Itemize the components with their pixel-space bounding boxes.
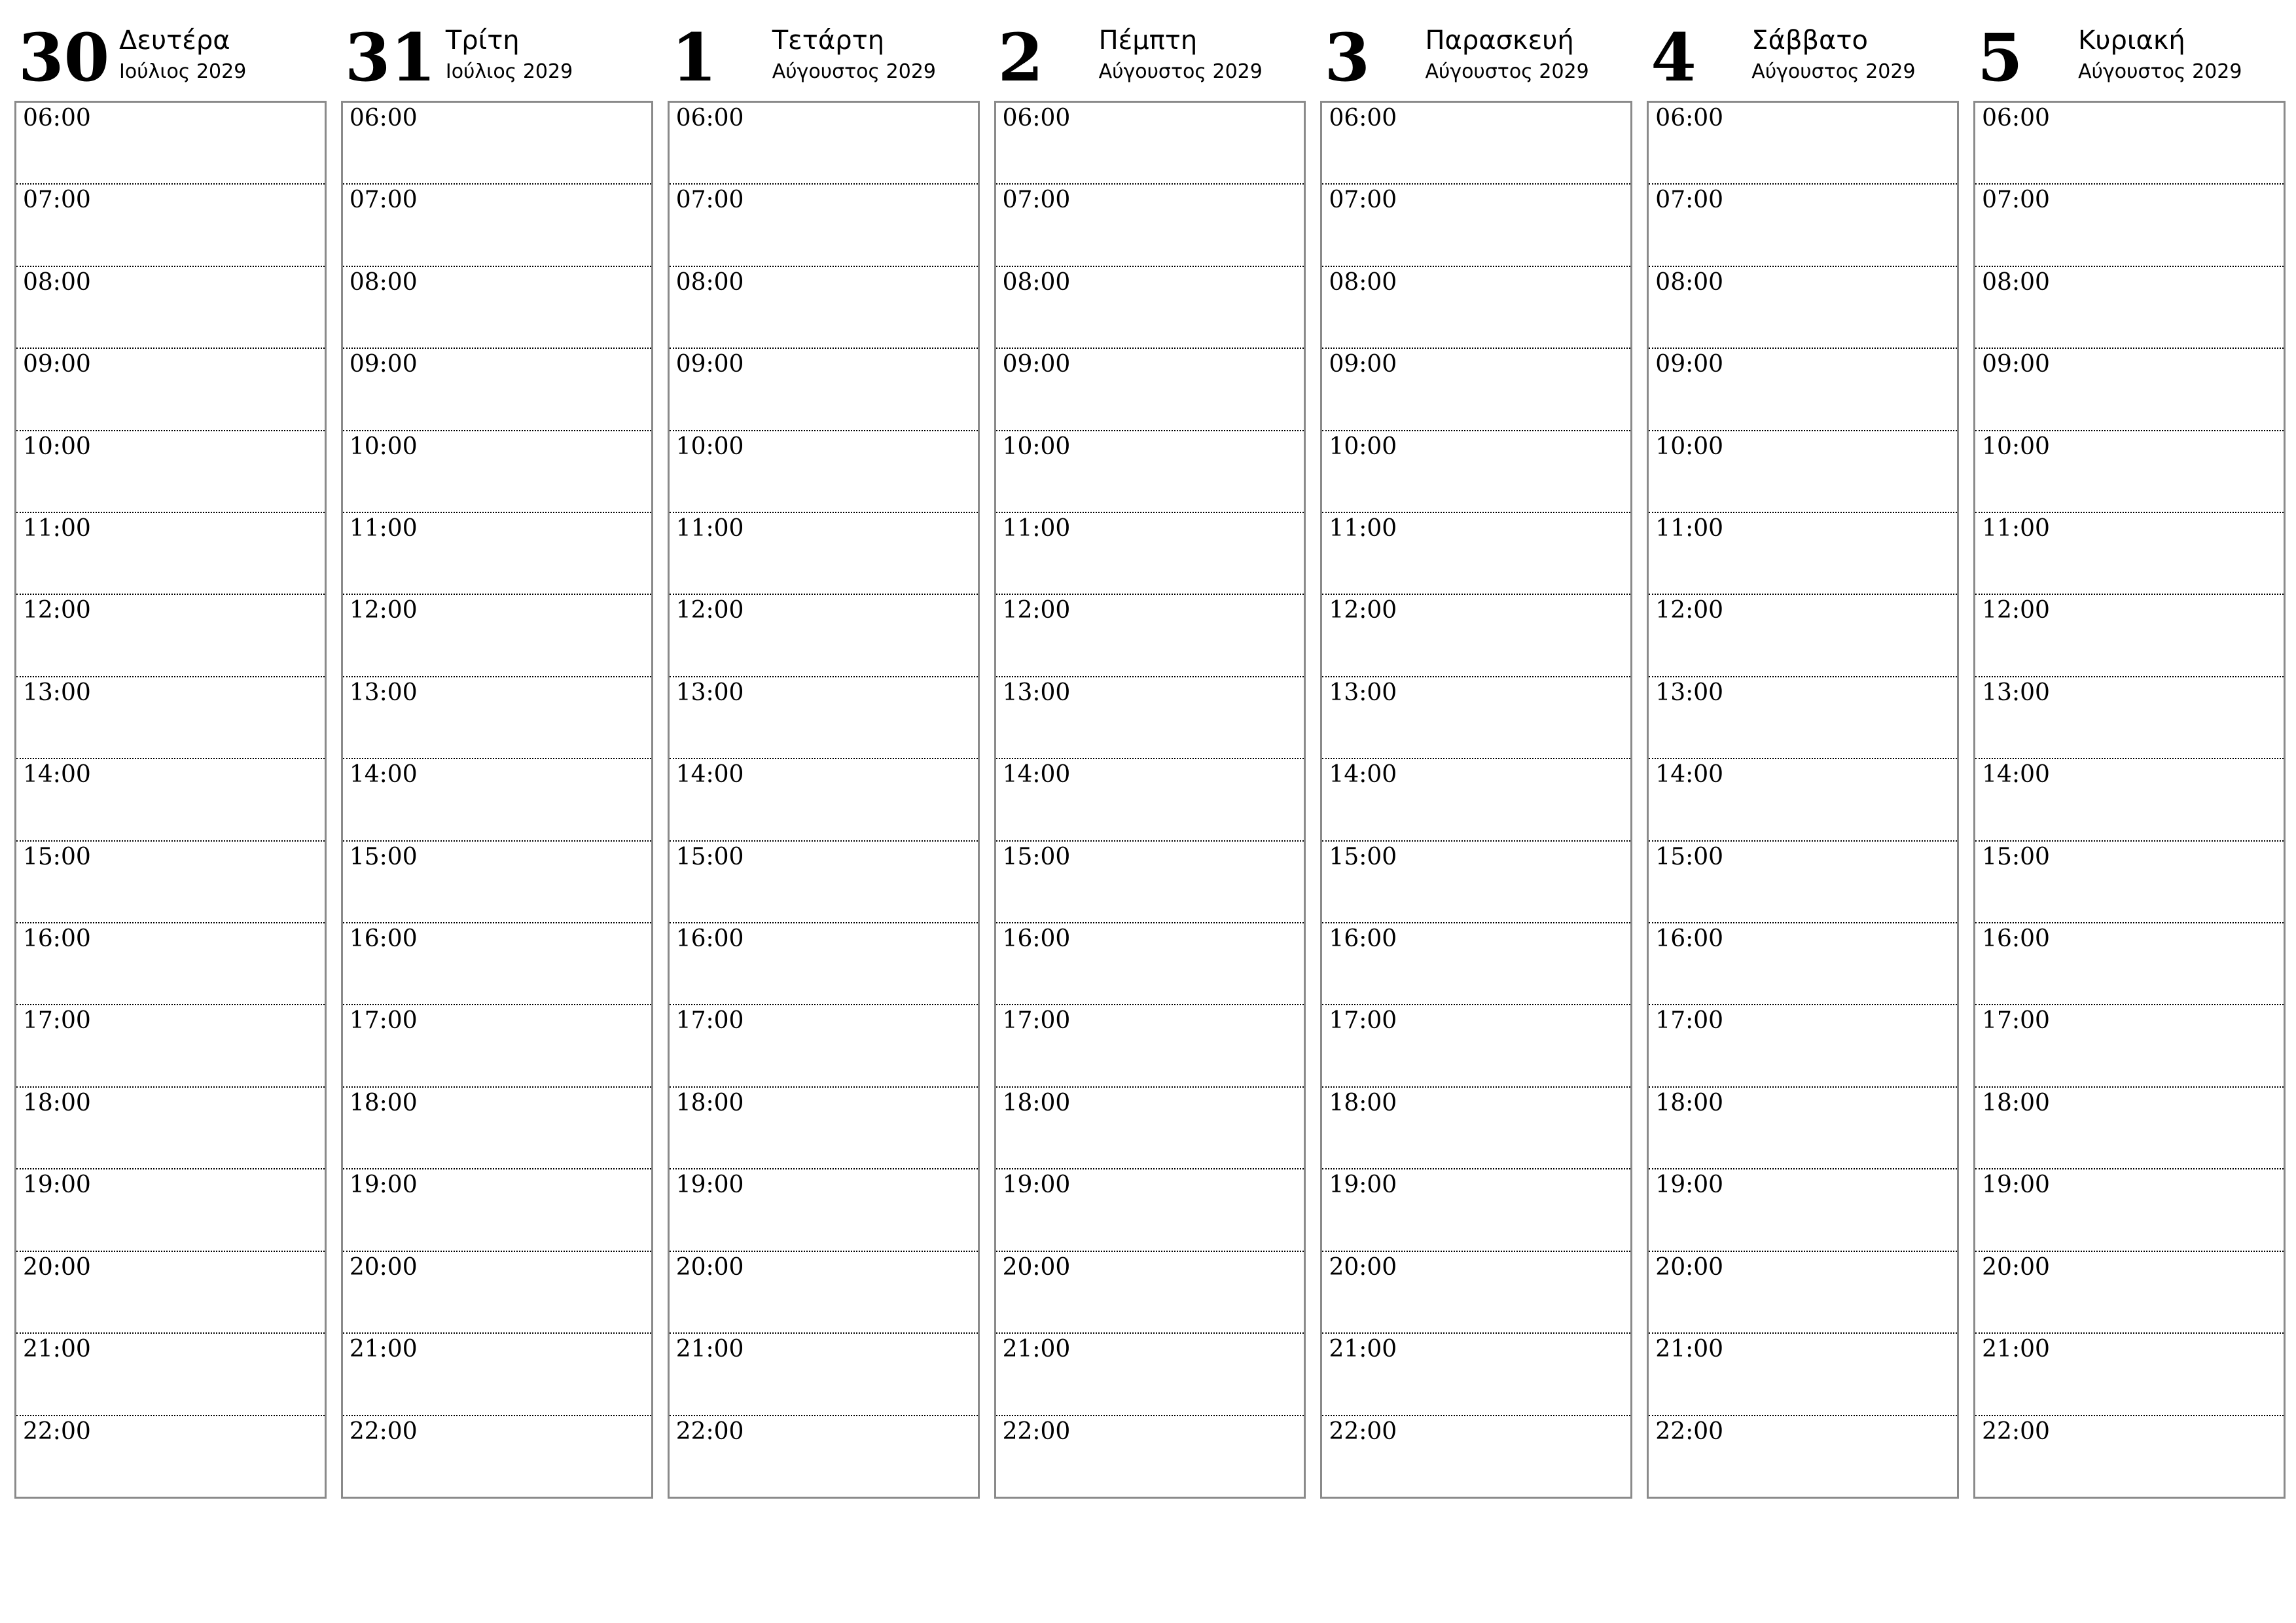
hour-slot: 22:00	[1982, 1418, 2050, 1445]
hour-slot: 19:00	[16, 1169, 325, 1251]
hour-slot: 16:00	[996, 923, 1304, 1005]
hour-slot: 21:00	[1322, 1334, 1630, 1416]
hour-slot: 13:00	[670, 677, 978, 759]
day-name: Κυριακή	[2078, 26, 2185, 56]
hour-slot: 07:00	[16, 185, 325, 266]
hour-slot: 09:00	[996, 349, 1304, 431]
hour-slot: 07:00	[1322, 185, 1630, 266]
hour-slot: 15:00	[343, 842, 651, 923]
day-month-year: Αύγουστος 2029	[1098, 60, 1263, 83]
day-name: Παρασκευή	[1425, 26, 1574, 56]
hour-slot: 11:00	[1322, 513, 1630, 595]
day-column	[668, 18, 980, 1499]
hour-slot: 10:00	[16, 431, 325, 513]
hour-slot: 12:00	[16, 595, 325, 677]
day-month-year: Αύγουστος 2029	[1425, 60, 1589, 83]
hour-slot: 11:00	[16, 513, 325, 595]
hour-slot: 17:00	[16, 1005, 325, 1087]
day-name: Πέμπτη	[1098, 26, 1198, 56]
hour-slot: 19:00	[1649, 1169, 1957, 1251]
hour-slot: 12:00	[343, 595, 651, 677]
hour-slot: 17:00	[670, 1005, 978, 1087]
hour-slot: 07:00	[343, 185, 651, 266]
hour-slot: 20:00	[1975, 1252, 2284, 1334]
hour-slot: 10:00	[1322, 431, 1630, 513]
hour-slot: 18:00	[1649, 1088, 1957, 1169]
hour-slot: 06:00	[343, 103, 651, 185]
day-column	[341, 18, 653, 1499]
hour-slot: 14:00	[1975, 759, 2284, 841]
hour-slot: 06:00	[16, 103, 325, 185]
hour-slot: 20:00	[1322, 1252, 1630, 1334]
hour-slot: 08:00	[670, 267, 978, 349]
hour-slot: 15:00	[1322, 842, 1630, 923]
hour-slot: 12:00	[1975, 595, 2284, 677]
hour-slot: 09:00	[1975, 349, 2284, 431]
hour-slot: 09:00	[16, 349, 325, 431]
hour-slot: 08:00	[16, 267, 325, 349]
hour-slot: 16:00	[1322, 923, 1630, 1005]
hour-slot: 21:00	[1649, 1334, 1957, 1416]
hour-slot: 20:00	[996, 1252, 1304, 1334]
hour-slot: 20:00	[670, 1252, 978, 1334]
hour-slot: 18:00	[996, 1088, 1304, 1169]
hour-slot: 22:00	[1002, 1418, 1071, 1445]
hour-slot: 15:00	[1975, 842, 2284, 923]
hour-slot: 22:00	[1655, 1418, 1724, 1445]
hour-slot: 11:00	[670, 513, 978, 595]
day-number: 4	[1651, 19, 1696, 96]
day-header	[1320, 18, 1632, 101]
hour-slot: 10:00	[670, 431, 978, 513]
hour-slot: 10:00	[996, 431, 1304, 513]
hour-slot: 19:00	[1975, 1169, 2284, 1251]
day-column	[994, 18, 1306, 1499]
hour-slot: 06:00	[996, 103, 1304, 185]
hour-slot: 16:00	[343, 923, 651, 1005]
hour-slot: 15:00	[16, 842, 325, 923]
hour-slot: 17:00	[996, 1005, 1304, 1087]
hour-slot: 21:00	[1975, 1334, 2284, 1416]
hour-slot: 06:00	[1975, 103, 2284, 185]
hour-slot: 07:00	[996, 185, 1304, 266]
hour-slot: 10:00	[1649, 431, 1957, 513]
day-name: Δευτέρα	[119, 26, 230, 56]
hour-slot: 13:00	[1322, 677, 1630, 759]
day-number: 5	[1977, 19, 2023, 96]
day-column	[1647, 18, 1959, 1499]
hour-slot: 13:00	[996, 677, 1304, 759]
hour-slot: 07:00	[670, 185, 978, 266]
hour-slot: 18:00	[670, 1088, 978, 1169]
hour-slot: 09:00	[1322, 349, 1630, 431]
hour-slot: 19:00	[996, 1169, 1304, 1251]
hour-slot: 20:00	[16, 1252, 325, 1334]
hour-slot: 12:00	[1322, 595, 1630, 677]
hour-grid	[1320, 101, 1632, 1499]
day-month-year: Ιούλιος 2029	[119, 60, 247, 83]
hour-slot: 14:00	[16, 759, 325, 841]
hour-slot: 10:00	[1975, 431, 2284, 513]
hour-slot: 14:00	[670, 759, 978, 841]
hour-slot: 06:00	[1322, 103, 1630, 185]
hour-slot: 16:00	[1649, 923, 1957, 1005]
hour-slot: 22:00	[23, 1418, 91, 1445]
hour-slot: 21:00	[670, 1334, 978, 1416]
day-number: 31	[344, 19, 437, 96]
day-column	[1320, 18, 1632, 1499]
hour-slot: 17:00	[1649, 1005, 1957, 1087]
hour-slot: 14:00	[1649, 759, 1957, 841]
hour-slot: 11:00	[1975, 513, 2284, 595]
hour-slot: 07:00	[1975, 185, 2284, 266]
hour-slot: 22:00	[675, 1418, 744, 1445]
hour-slot: 16:00	[16, 923, 325, 1005]
hour-slot: 14:00	[996, 759, 1304, 841]
hour-slot: 14:00	[343, 759, 651, 841]
hour-grid	[341, 101, 653, 1499]
day-header	[1973, 18, 2286, 101]
hour-slot: 06:00	[670, 103, 978, 185]
day-name: Τρίτη	[445, 26, 520, 56]
day-number: 1	[671, 19, 717, 96]
hour-slot: 19:00	[1322, 1169, 1630, 1251]
hour-slot: 20:00	[343, 1252, 651, 1334]
hour-slot: 17:00	[1975, 1005, 2284, 1087]
hour-slot: 21:00	[16, 1334, 325, 1416]
hour-slot: 12:00	[1649, 595, 1957, 677]
hour-slot: 12:00	[996, 595, 1304, 677]
day-number: 30	[18, 19, 110, 96]
day-month-year: Αύγουστος 2029	[1751, 60, 1916, 83]
hour-slot: 19:00	[343, 1169, 651, 1251]
hour-slot: 13:00	[1975, 677, 2284, 759]
day-header	[14, 18, 327, 101]
hour-slot: 10:00	[343, 431, 651, 513]
hour-slot: 07:00	[1649, 185, 1957, 266]
hour-grid	[994, 101, 1306, 1499]
day-number: 2	[997, 19, 1044, 96]
hour-slot: 15:00	[670, 842, 978, 923]
hour-slot: 16:00	[1975, 923, 2284, 1005]
hour-slot: 21:00	[996, 1334, 1304, 1416]
hour-slot: 08:00	[1322, 267, 1630, 349]
hour-slot: 09:00	[343, 349, 651, 431]
hour-slot: 22:00	[1329, 1418, 1397, 1445]
day-header	[668, 18, 980, 101]
hour-slot: 11:00	[996, 513, 1304, 595]
hour-slot: 18:00	[1975, 1088, 2284, 1169]
day-header	[994, 18, 1306, 101]
hour-slot: 08:00	[996, 267, 1304, 349]
hour-slot: 08:00	[343, 267, 651, 349]
day-column	[1973, 18, 2286, 1499]
day-name: Σάββατο	[1751, 26, 1868, 56]
day-number: 3	[1324, 19, 1371, 96]
hour-slot: 22:00	[349, 1418, 418, 1445]
hour-slot: 15:00	[1649, 842, 1957, 923]
hour-slot: 16:00	[670, 923, 978, 1005]
day-month-year: Αύγουστος 2029	[772, 60, 936, 83]
hour-slot: 17:00	[343, 1005, 651, 1087]
hour-grid	[14, 101, 327, 1499]
hour-slot: 18:00	[16, 1088, 325, 1169]
hour-grid	[1973, 101, 2286, 1499]
hour-slot: 18:00	[343, 1088, 651, 1169]
hour-slot: 18:00	[1322, 1088, 1630, 1169]
hour-slot: 06:00	[1649, 103, 1957, 185]
hour-slot: 09:00	[1649, 349, 1957, 431]
hour-slot: 11:00	[1649, 513, 1957, 595]
hour-slot: 11:00	[343, 513, 651, 595]
day-month-year: Αύγουστος 2029	[2078, 60, 2242, 83]
hour-slot: 13:00	[1649, 677, 1957, 759]
hour-slot: 20:00	[1649, 1252, 1957, 1334]
hour-grid	[668, 101, 980, 1499]
hour-grid	[1647, 101, 1959, 1499]
hour-slot: 08:00	[1975, 267, 2284, 349]
hour-slot: 17:00	[1322, 1005, 1630, 1087]
weekly-planner	[14, 18, 2286, 1499]
hour-slot: 19:00	[670, 1169, 978, 1251]
hour-slot: 12:00	[670, 595, 978, 677]
hour-slot: 13:00	[16, 677, 325, 759]
hour-slot: 21:00	[343, 1334, 651, 1416]
hour-slot: 09:00	[670, 349, 978, 431]
day-header	[1647, 18, 1959, 101]
hour-slot: 13:00	[343, 677, 651, 759]
day-name: Τετάρτη	[772, 26, 885, 56]
hour-slot: 15:00	[996, 842, 1304, 923]
day-month-year: Ιούλιος 2029	[445, 60, 573, 83]
hour-slot: 08:00	[1649, 267, 1957, 349]
day-header	[341, 18, 653, 101]
day-column	[14, 18, 327, 1499]
hour-slot: 14:00	[1322, 759, 1630, 841]
